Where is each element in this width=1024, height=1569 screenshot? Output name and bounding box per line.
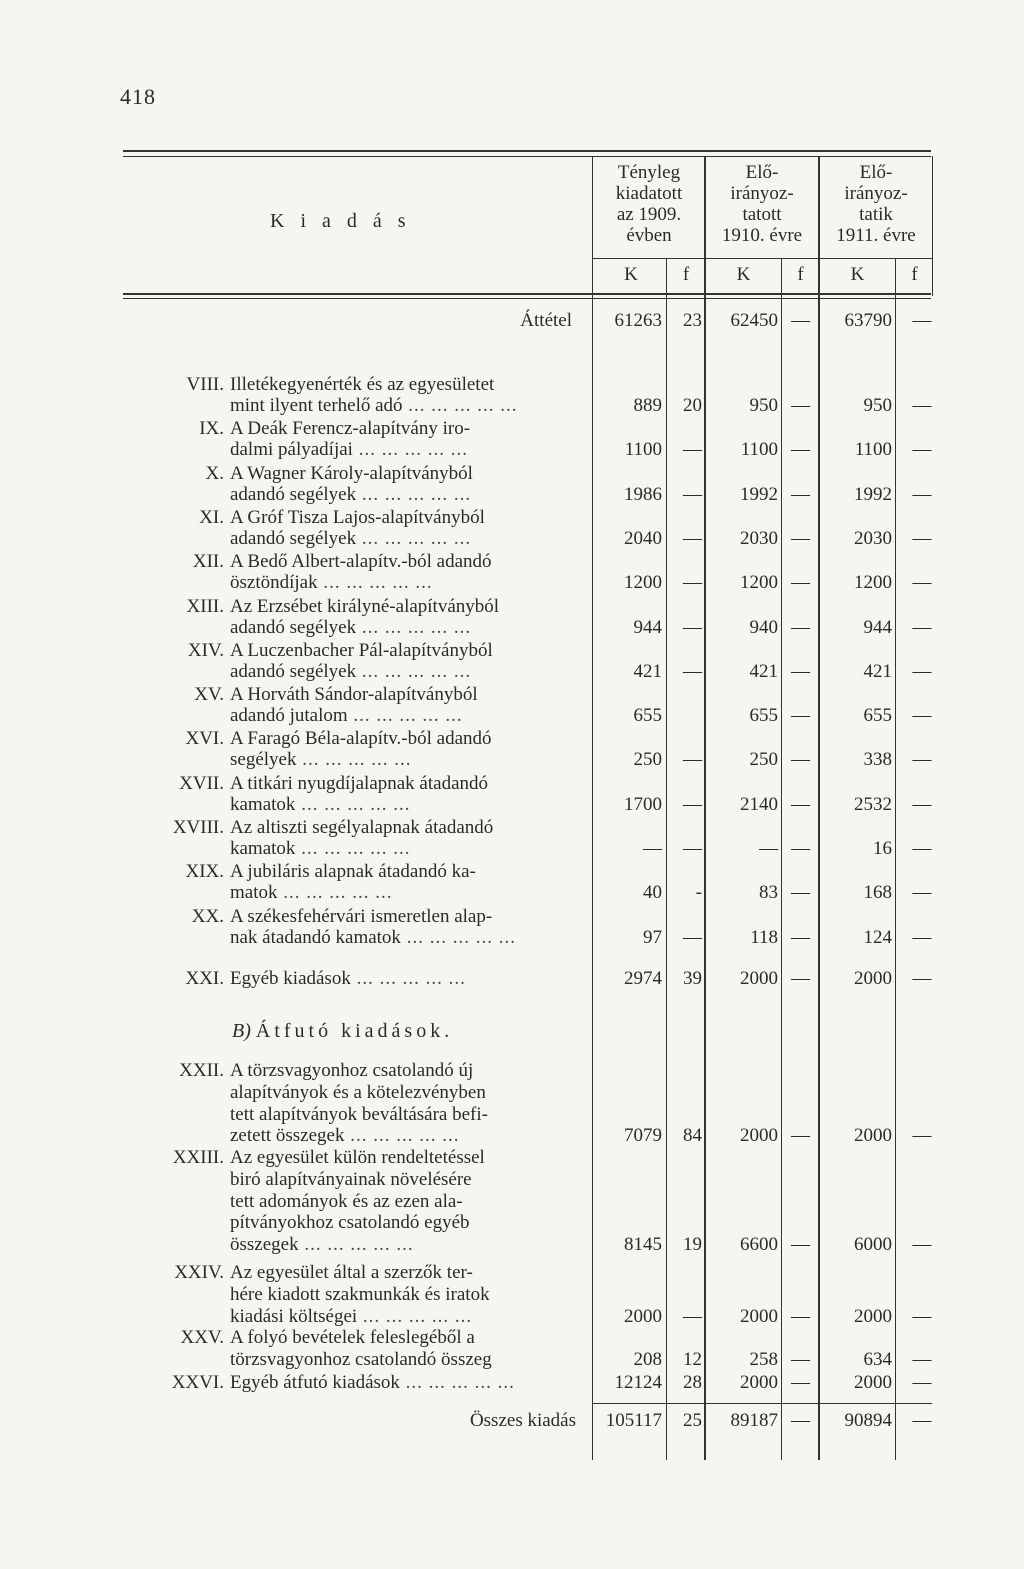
- col2-sep-line: [781, 258, 782, 1460]
- section-b-letter: B): [232, 1020, 251, 1042]
- row-v2k: 83: [759, 882, 778, 904]
- row-v2k: 250: [749, 749, 778, 771]
- row-v2k: 940: [749, 616, 778, 638]
- row-v1k: 7079: [624, 1125, 662, 1147]
- row-label-line: tett alapítványok beváltására befi-: [230, 1103, 488, 1125]
- row-number: XII.: [192, 551, 224, 573]
- total-v3k: 90894: [844, 1410, 892, 1431]
- row-v1k: 889: [633, 395, 662, 416]
- row-v1f: 39: [683, 968, 702, 989]
- row-v3k: 944: [863, 616, 892, 638]
- row-v2f: —: [791, 926, 810, 948]
- row-v3k: 1992: [854, 483, 892, 505]
- header-col3-line: tatik: [859, 204, 893, 225]
- row-v3f: —: [912, 660, 932, 682]
- row-number: XXIV.: [174, 1262, 224, 1283]
- row-number: XV.: [194, 684, 224, 706]
- row-v1k: 250: [633, 749, 662, 771]
- row-label-line: zetett összegek ... .: [230, 1125, 459, 1147]
- row-label-line1: A Wagner Károly-alapítványból: [230, 462, 473, 484]
- header-col2-line: tatott: [742, 204, 782, 225]
- row-number: XVI.: [185, 728, 224, 750]
- row-number: VIII.: [186, 374, 224, 395]
- row-label-line2: matok ... .: [230, 882, 393, 904]
- row-v1k: 208: [633, 1348, 662, 1370]
- header-col1: [594, 162, 704, 246]
- row-v2f: —: [791, 1125, 810, 1147]
- row-number: XVII.: [179, 772, 224, 794]
- row-label-line2: adandó segélyek ... .: [230, 484, 471, 506]
- attetel-v3k: 63790: [844, 310, 892, 331]
- row-v1f: —: [683, 1305, 702, 1327]
- row-label-line2: mint ilyent terhelő adó ... .: [230, 395, 518, 417]
- row-number: XXIII.: [172, 1147, 224, 1168]
- row-v2f: —: [791, 527, 810, 549]
- row-v2k: 1200: [740, 572, 778, 594]
- row-v2f: —: [791, 395, 810, 416]
- row-number: XIX.: [185, 861, 224, 883]
- row-v2k: 2000: [740, 1305, 778, 1327]
- row-label-line1: A Bedő Albert-alapítv.-ból adandó: [230, 551, 492, 573]
- row-v1f: 20: [683, 395, 702, 416]
- header-col3-line: Elő-: [859, 162, 893, 183]
- row-label-line: alapítványok és a kötelezvényben: [230, 1081, 486, 1103]
- unit-f-3: f: [911, 264, 918, 285]
- row-v3k: 2000: [854, 1372, 892, 1393]
- row-label-line1: A Gróf Tisza Lajos-alapítványból: [230, 506, 485, 528]
- top-rule: [123, 150, 931, 152]
- row-v2k: —: [759, 838, 778, 859]
- row-v2k: 2030: [740, 527, 778, 549]
- total-label: Összes kiadás: [469, 1410, 576, 1431]
- row-v3f: —: [912, 483, 932, 505]
- row-v3f: —: [912, 705, 932, 727]
- row-label-line2: kamatok ... .: [230, 838, 410, 860]
- row-v3f: —: [912, 527, 932, 549]
- row-v2k: 2140: [740, 793, 778, 815]
- row-v3f: —: [912, 1348, 932, 1370]
- unit-k-2: K: [736, 264, 751, 285]
- row-v1f: —: [683, 616, 702, 638]
- row-v3k: 1100: [854, 439, 892, 461]
- row-v2f: —: [791, 1348, 810, 1370]
- row-v3f: —: [912, 968, 932, 989]
- row-v3f: —: [912, 1234, 932, 1256]
- row-number: XVIII.: [172, 817, 224, 838]
- row-label-line: tett adományok és az ezen ala-: [230, 1190, 463, 1212]
- row-v2f: —: [791, 705, 810, 727]
- row-v1f: —: [683, 749, 702, 771]
- row-v1k: —: [643, 838, 662, 859]
- row-label: Egyéb átfutó kiadások ... .: [230, 1372, 515, 1394]
- row-v3f: —: [912, 572, 932, 594]
- header-col1-line: az 1909.: [616, 204, 682, 225]
- row-number: IX.: [199, 418, 224, 440]
- row-v2f: —: [791, 1234, 810, 1256]
- row-number: XXV.: [180, 1327, 224, 1348]
- unit-f-1: f: [682, 264, 690, 285]
- header-col2-line: Elő-: [745, 162, 779, 183]
- row-label-line1: A Horváth Sándor-alapítványból: [230, 684, 478, 706]
- row-label-line1: Illetékegyenérték és az egyesületet: [230, 374, 495, 395]
- row-v1k: 2040: [624, 527, 662, 549]
- row-v1k: 421: [633, 660, 662, 682]
- right-line: [932, 156, 933, 296]
- row-number: XIV.: [187, 639, 224, 661]
- row-v2f: —: [791, 616, 810, 638]
- row-label-line: kiadási költségei ... .: [230, 1306, 472, 1328]
- row-v1f: 12: [683, 1348, 702, 1370]
- row-v1k: 1100: [624, 439, 662, 461]
- row-v1f: —: [683, 926, 702, 948]
- row-v1f: —: [683, 660, 702, 682]
- row-v1f: —: [683, 793, 702, 815]
- row-v3f: —: [912, 1125, 932, 1147]
- row-v2f: —: [791, 968, 810, 989]
- attetel-label: Áttétel: [520, 310, 572, 331]
- page-number: 418: [120, 84, 156, 109]
- header-col1-line: Tényleg: [617, 162, 681, 183]
- row-v1f: —: [683, 572, 702, 594]
- header-bottom-rule: [123, 293, 931, 295]
- row-v2k: 1992: [740, 483, 778, 505]
- header-col2-line: irányoz-: [730, 183, 794, 204]
- row-number: XX.: [191, 905, 224, 927]
- row-label-line2: adandó segélyek ... .: [230, 617, 471, 639]
- header-col1-line: évben: [626, 225, 672, 246]
- row-v3k: 1200: [854, 572, 892, 594]
- row-label-line1: A jubiláris alapnak átadandó ka-: [230, 861, 476, 883]
- section-b-title: [232, 1020, 453, 1042]
- row-v1f: —: [683, 439, 702, 461]
- col1-sep-line: [666, 258, 667, 1460]
- attetel-v1k: 61263: [614, 310, 662, 331]
- row-v1f: 84: [683, 1125, 702, 1147]
- total-v1f: 25: [683, 1410, 702, 1431]
- unit-f-2: f: [797, 264, 804, 285]
- row-v2k: 950: [749, 395, 778, 416]
- row-v3k: 634: [863, 1348, 892, 1370]
- row-v3k: 16: [873, 838, 892, 859]
- row-v1f: 19: [683, 1234, 702, 1256]
- row-label-line2: ösztöndíjak ... .: [230, 572, 433, 594]
- row-v3k: 338: [863, 749, 892, 771]
- unit-k-1: K: [624, 264, 638, 285]
- row-label-line2: segélyek ... .: [230, 749, 411, 771]
- row-v2f: —: [791, 882, 810, 904]
- attetel-v2f: —: [791, 310, 810, 331]
- row-v2f: —: [791, 1372, 810, 1393]
- row-v3f: —: [912, 1372, 932, 1393]
- row-v3f: —: [912, 838, 932, 859]
- row-label-line2: dalmi pályadíjai ... .: [230, 439, 468, 461]
- row-label-line2: kamatok ... .: [230, 794, 410, 816]
- row-v3f: —: [912, 616, 932, 638]
- row-label-line: Az egyesület által a szerzők ter-: [230, 1262, 473, 1283]
- header-col2-line: 1910. évre: [721, 225, 803, 246]
- row-label-line2: adandó jutalom ... .: [230, 705, 463, 727]
- row-v1k: 1986: [624, 483, 662, 505]
- row-label-line1: A Faragó Béla-alapítv.-ból adandó: [230, 728, 492, 750]
- row-v3f: —: [912, 926, 932, 948]
- row-v1k: 97: [643, 926, 662, 948]
- col3-sep-line: [895, 258, 896, 1460]
- row-v3f: —: [912, 793, 932, 815]
- header-col3-line: irányoz-: [844, 183, 908, 204]
- row-v3k: 655: [863, 705, 892, 727]
- total-v2k: 89187: [730, 1410, 778, 1431]
- row-label-line: Az egyesület külön rendeltetéssel: [230, 1147, 485, 1168]
- row-v1f: 28: [683, 1372, 702, 1393]
- row-v1k: 2000: [624, 1305, 662, 1327]
- row-v2k: 118: [750, 926, 778, 948]
- row-v2f: —: [791, 660, 810, 682]
- attetel-v2k: 62450: [730, 310, 778, 331]
- row-label-line: hére kiadott szakmunkák és iratok: [230, 1283, 490, 1305]
- col1-left-line: [592, 156, 593, 1460]
- row-v3k: 950: [863, 395, 892, 416]
- row-label-line: törzsvagyonhoz csatolandó összeg: [230, 1348, 492, 1370]
- row-v2k: 421: [749, 660, 778, 682]
- row-label-line: összegek ... .: [230, 1234, 414, 1256]
- row-v1k: 2974: [624, 968, 662, 989]
- row-label-line1: Az Erzsébet királyné-alapítványból: [230, 595, 500, 617]
- total-v3f: —: [912, 1410, 932, 1431]
- section-b-text: Átfutó kiadások.: [255, 1020, 454, 1042]
- row-label: Egyéb kiadások ... .: [230, 968, 466, 990]
- row-v2f: —: [791, 793, 810, 815]
- row-v2f: —: [791, 572, 810, 594]
- row-label-line: pítványokhoz csatolandó egyéb: [230, 1212, 470, 1234]
- row-label-line: A törzsvagyonhoz csatolandó új: [230, 1060, 474, 1081]
- row-v1f: —: [683, 527, 702, 549]
- row-number: X.: [205, 462, 224, 484]
- row-v2k: 6600: [740, 1234, 778, 1256]
- row-v3k: 2030: [854, 527, 892, 549]
- row-label-line1: A Deák Ferencz-alapítvány iro-: [230, 418, 471, 440]
- row-v3k: 2532: [854, 793, 892, 815]
- row-v3f: —: [912, 395, 932, 416]
- row-number: XXI.: [185, 968, 224, 989]
- row-v3k: 421: [863, 660, 892, 682]
- row-v2f: —: [791, 749, 810, 771]
- row-v2f: —: [791, 439, 810, 461]
- row-v2k: 655: [749, 705, 778, 727]
- row-v3f: —: [912, 439, 932, 461]
- header-bottom-rule-thin: [123, 298, 931, 299]
- attetel-v3f: —: [912, 310, 932, 331]
- row-label-line1: A Luczenbacher Pál-alapítványból: [230, 639, 493, 661]
- row-v2k: 1100: [740, 439, 778, 461]
- total-v2f: —: [791, 1410, 810, 1431]
- row-v2k: 2000: [740, 968, 778, 989]
- row-v3f: —: [912, 749, 932, 771]
- row-number: XI.: [199, 506, 224, 528]
- row-number: XIII.: [186, 595, 224, 617]
- row-v1k: 12124: [614, 1372, 662, 1393]
- row-label-line2: nak átadandó kamatok ... .: [230, 927, 516, 949]
- row-label-line1: A titkári nyugdíjalapnak átadandó: [230, 772, 489, 794]
- header-col1-line: kiadatott: [615, 183, 683, 204]
- top-rule-thin: [123, 156, 931, 157]
- row-label-line2: adandó segélyek ... .: [230, 661, 471, 683]
- header-col3: [820, 162, 932, 246]
- row-label-line1: Az altiszti segélyalapnak átadandó: [230, 817, 494, 838]
- row-v1f: -: [695, 882, 702, 904]
- row-label-line1: A székesfehérvári ismeretlen alap-: [230, 905, 493, 927]
- row-v1k: 1200: [624, 572, 662, 594]
- row-v2f: —: [791, 1305, 810, 1327]
- row-label-line: A folyó bevételek feleslegéből a: [230, 1327, 475, 1348]
- row-label-line2: adandó segélyek ... .: [230, 528, 471, 550]
- unit-rule: [592, 258, 932, 259]
- row-v1k: 8145: [624, 1234, 662, 1256]
- row-v1k: 655: [633, 705, 662, 727]
- header-title: Kiadás: [270, 210, 422, 232]
- row-v1f: —: [683, 483, 702, 505]
- unit-k-3: K: [850, 264, 865, 285]
- row-v1k: 944: [633, 616, 662, 638]
- row-v1k: 40: [643, 882, 662, 904]
- row-v2f: —: [791, 838, 810, 859]
- row-v2k: 258: [749, 1348, 778, 1370]
- row-v3k: 2000: [854, 968, 892, 989]
- row-label-line: biró alapítványainak növelésére: [230, 1168, 472, 1190]
- total-v1k: 105117: [605, 1410, 662, 1431]
- header-col3-line: 1911. évre: [836, 225, 916, 246]
- row-v2f: —: [791, 483, 810, 505]
- row-v3f: —: [912, 882, 932, 904]
- row-v1k: 1700: [624, 793, 662, 815]
- row-v2k: 2000: [740, 1125, 778, 1147]
- row-v3f: —: [912, 1305, 932, 1327]
- header-col2: [706, 162, 818, 246]
- row-v3k: 6000: [854, 1234, 892, 1256]
- row-v1f: —: [683, 838, 702, 859]
- row-v3k: 2000: [854, 1305, 892, 1327]
- row-v3k: 168: [863, 882, 892, 904]
- row-v3k: 124: [863, 926, 892, 948]
- row-v2k: 2000: [740, 1372, 778, 1393]
- row-v3k: 2000: [854, 1125, 892, 1147]
- attetel-v1f: 23: [683, 310, 702, 331]
- row-number: XXVI.: [171, 1372, 224, 1393]
- total-rule: [592, 1403, 932, 1404]
- row-number: XXII.: [179, 1060, 224, 1081]
